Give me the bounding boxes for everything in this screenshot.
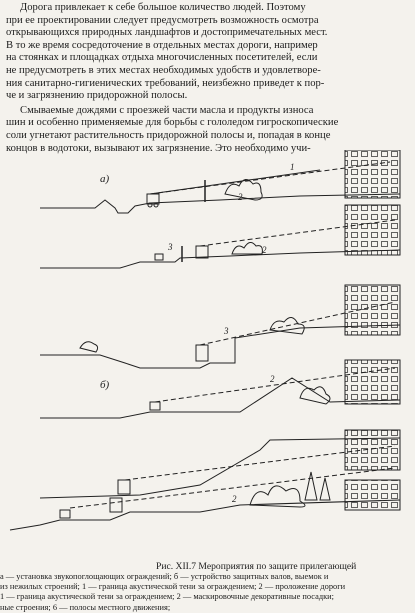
vehicle — [60, 510, 70, 518]
panel-label-a: а) — [100, 173, 110, 185]
conifer-tree — [305, 472, 317, 500]
shrub — [80, 342, 98, 352]
text-line: открывающихся природных ландшафтов и достопримечательных мест. — [6, 27, 328, 39]
text-line: шин и особенно применяемые для борьбы с гололедом гигроскопические — [6, 117, 339, 129]
apartment-building — [345, 430, 400, 470]
callout-2: 2 — [270, 374, 275, 384]
car — [155, 254, 163, 260]
apartment-building — [345, 285, 400, 335]
text-line: че и загрязнению придорожной полосы. — [6, 90, 188, 102]
caption-line: из нежилых строений; 1 — граница акустической тени за ограждением; 2 — проложение дороги — [0, 582, 346, 592]
caption-title: Рис. XII.7 Мероприятия по защите прилегающей — [156, 561, 357, 572]
vehicle — [150, 402, 160, 410]
panel-label-b: б) — [100, 379, 110, 391]
figure-caption — [0, 561, 415, 613]
truck — [110, 498, 122, 512]
text-line: Дорога привлекает к себе большое количество людей. Поэтому — [20, 2, 306, 13]
scene-earth-mound — [40, 205, 400, 268]
callout-2: 2 — [232, 494, 237, 504]
text-line: соли угнетают растительность придорожной полосы и, попадая в конце — [6, 129, 331, 141]
truck — [118, 480, 130, 494]
callout-3: 3 — [224, 326, 229, 336]
callout-1: 1 — [290, 162, 295, 172]
body-text — [6, 2, 408, 155]
callout-2: 2 — [262, 245, 267, 255]
text-line: В то же время сосредоточение в отдельных местах дороги, например — [6, 39, 318, 51]
caption-line: а — установка звукопоглощающих ограждений; б — устройство защитных валов, выемок и — [0, 572, 329, 581]
apartment-building — [345, 150, 400, 198]
protection-measures-figure — [0, 150, 415, 560]
truck — [196, 345, 208, 361]
scene-cutting — [40, 285, 400, 368]
callout-2: 2 — [238, 192, 243, 202]
paragraph-1 — [6, 2, 408, 103]
caption-line: 1 — граница акустической тени за ограждением; 2 — маскировочные декоративные посадки; — [0, 592, 334, 602]
text-line: на стоянках и площадках отдыха многочисленных посетителей, если — [6, 52, 318, 64]
text-line: при ее проектировании следует предусмотреть возможность осмотра — [6, 14, 319, 26]
apartment-building — [345, 360, 400, 404]
paragraph-2 — [6, 105, 408, 155]
text-line: концов в водотоки, вызывают их загрязнение. Это необходимо учи- — [6, 142, 311, 154]
scene-a-noise-barrier — [40, 150, 400, 213]
conifer-tree — [320, 478, 330, 500]
text-line: не предусмотреть в этих местах необходимых удобств и удовлетворе- — [6, 64, 321, 76]
ground-profile — [10, 500, 400, 530]
text-line: Смываемые дождями с проезжей части масла и продукты износа — [20, 104, 314, 116]
text-line: ния санитарно-гигиенических требований, неизбежно приведет к пор- — [6, 77, 325, 89]
tree-cluster — [232, 242, 262, 254]
apartment-building — [345, 480, 400, 510]
sound-ray — [150, 170, 320, 194]
apartment-building — [345, 205, 400, 255]
truck — [196, 246, 208, 258]
scene-b-protective-embankment — [40, 360, 400, 418]
callout-3: 3 — [168, 242, 173, 252]
scene-decorative-planting — [10, 468, 400, 530]
caption-line: ные строения; 6 — полосы местного движения; — [0, 602, 171, 612]
tree-cluster — [300, 387, 330, 404]
